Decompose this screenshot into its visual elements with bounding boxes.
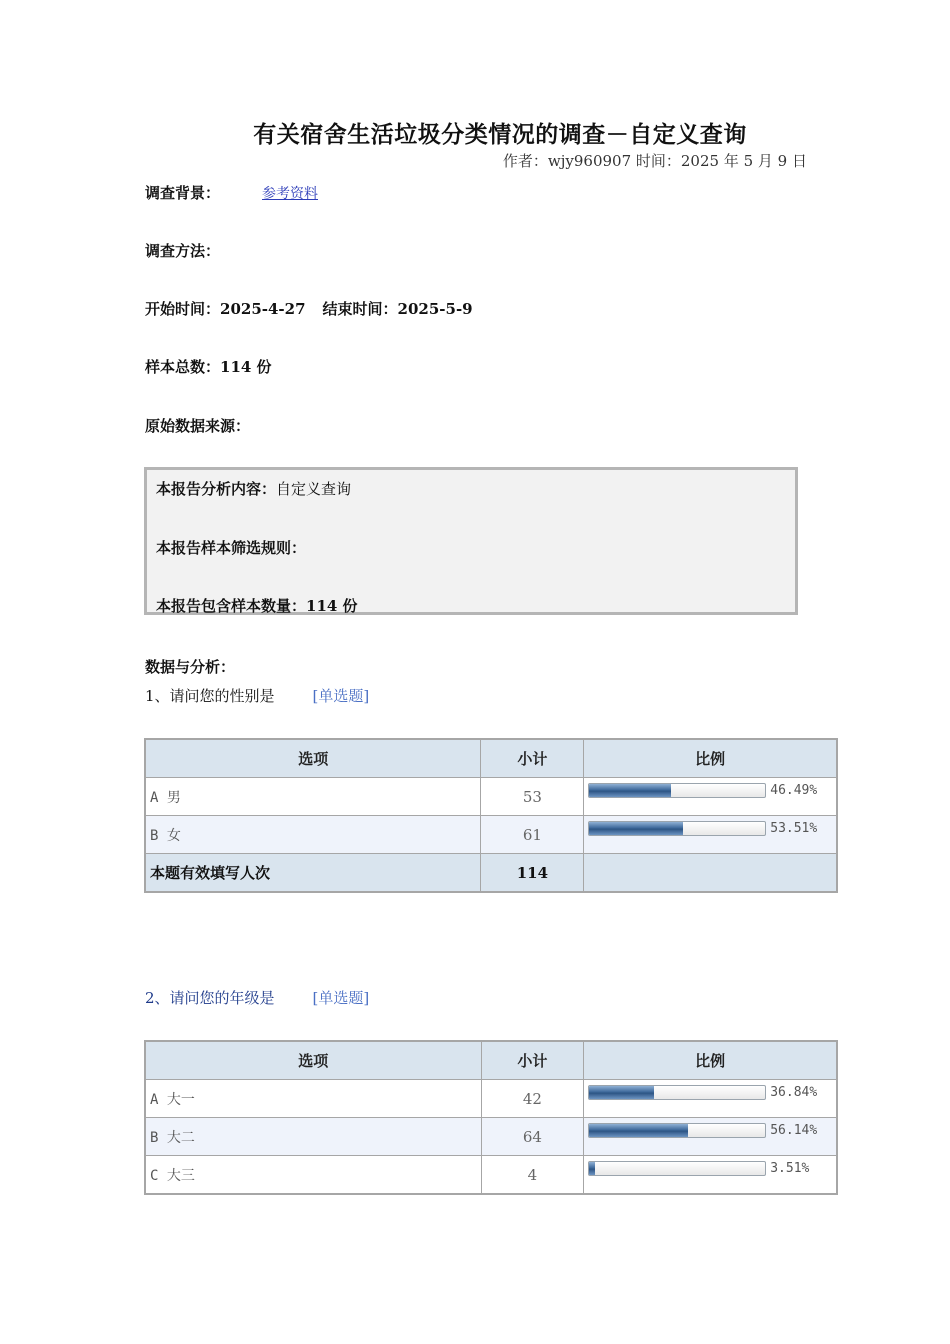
ratio-cell — [584, 816, 837, 854]
question-2-text: 2、请问您的年级是 — [145, 989, 275, 1007]
progress-fill — [589, 1124, 688, 1137]
question-2-table — [144, 1040, 838, 1195]
question-1-type: [单选题] — [312, 687, 370, 705]
field-background — [145, 182, 318, 203]
question-2-title — [145, 987, 369, 1008]
option-label: A 大一 — [145, 1080, 481, 1118]
report-content-value: 自定义查询 — [276, 480, 352, 498]
start-label: 开始时间： — [145, 300, 221, 318]
field-source — [145, 415, 250, 436]
report-content-label: 本报告分析内容： — [156, 480, 277, 498]
report-filter-label: 本报告样本筛选规则： — [156, 539, 307, 557]
source-label: 原始数据来源： — [145, 417, 251, 435]
sample-total: 114 份 — [220, 358, 272, 376]
ratio-cell — [584, 1080, 837, 1118]
ratio-cell — [584, 778, 837, 816]
report-count-label: 本报告包含样本数量： — [156, 597, 307, 615]
question-1-table — [144, 738, 838, 893]
background-label: 调查背景： — [145, 184, 221, 202]
progress-bar — [588, 821, 766, 836]
report-count-row — [156, 595, 358, 616]
analysis-heading: 数据与分析： — [145, 658, 236, 676]
report-count-value: 114 份 — [306, 597, 358, 615]
percent-label: 46.49% — [770, 783, 818, 798]
total-count: 114 — [481, 854, 584, 893]
option-label: C 大三 — [145, 1156, 481, 1195]
header-option: 选项 — [145, 739, 481, 778]
option-count: 53 — [481, 778, 584, 816]
ratio-cell — [584, 1156, 837, 1195]
progress-fill — [589, 1162, 595, 1175]
end-label: 结束时间： — [322, 300, 398, 318]
percent-label: 53.51% — [770, 821, 818, 836]
table-row — [145, 1156, 837, 1195]
header-ratio: 比例 — [584, 1041, 837, 1080]
progress-bar — [588, 1123, 766, 1138]
option-count: 4 — [481, 1156, 584, 1195]
report-content-row — [156, 478, 351, 499]
option-label: A 男 — [145, 778, 481, 816]
total-label: 本题有效填写人次 — [145, 854, 481, 893]
table-header-row — [145, 739, 837, 778]
page-title: 有关宿舍生活垃圾分类情况的调查－自定义查询 — [253, 121, 747, 148]
field-method — [145, 240, 220, 261]
field-sample — [145, 356, 272, 377]
question-2-type: [单选题] — [312, 989, 370, 1007]
table-row — [145, 1118, 837, 1156]
table-header-row — [145, 1041, 837, 1080]
total-row — [145, 854, 837, 893]
table-row — [145, 1080, 837, 1118]
field-dates — [145, 298, 473, 319]
start-date: 2025-4-27 — [220, 300, 306, 318]
option-count: 42 — [481, 1080, 584, 1118]
table-row — [145, 778, 837, 816]
progress-fill — [589, 822, 683, 835]
end-date: 2025-5-9 — [397, 300, 473, 318]
header-count: 小计 — [481, 1041, 584, 1080]
option-label: B 女 — [145, 816, 481, 854]
reference-link[interactable]: 参考资料 — [262, 186, 319, 202]
method-label: 调查方法： — [145, 242, 221, 260]
report-filter-row — [156, 537, 306, 558]
option-count: 64 — [481, 1118, 584, 1156]
header-option: 选项 — [145, 1041, 481, 1080]
option-count: 61 — [481, 816, 584, 854]
header-ratio: 比例 — [584, 739, 837, 778]
progress-fill — [589, 784, 671, 797]
percent-label: 3.51% — [770, 1161, 810, 1176]
author-date: 作者：wjy960907 时间：2025 年 5 月 9 日 — [502, 152, 807, 170]
option-label: B 大二 — [145, 1118, 481, 1156]
progress-bar — [588, 1161, 766, 1176]
report-info-box — [144, 467, 798, 615]
progress-fill — [589, 1086, 654, 1099]
progress-bar — [588, 783, 766, 798]
question-1-title — [145, 685, 369, 706]
sample-label: 样本总数： — [145, 358, 221, 376]
header-count: 小计 — [481, 739, 584, 778]
percent-label: 36.84% — [770, 1085, 818, 1100]
percent-label: 56.14% — [770, 1123, 818, 1138]
question-1-text: 1、请问您的性别是 — [145, 687, 275, 705]
ratio-cell — [584, 1118, 837, 1156]
progress-bar — [588, 1085, 766, 1100]
table-row — [145, 816, 837, 854]
total-empty-cell — [584, 854, 837, 893]
